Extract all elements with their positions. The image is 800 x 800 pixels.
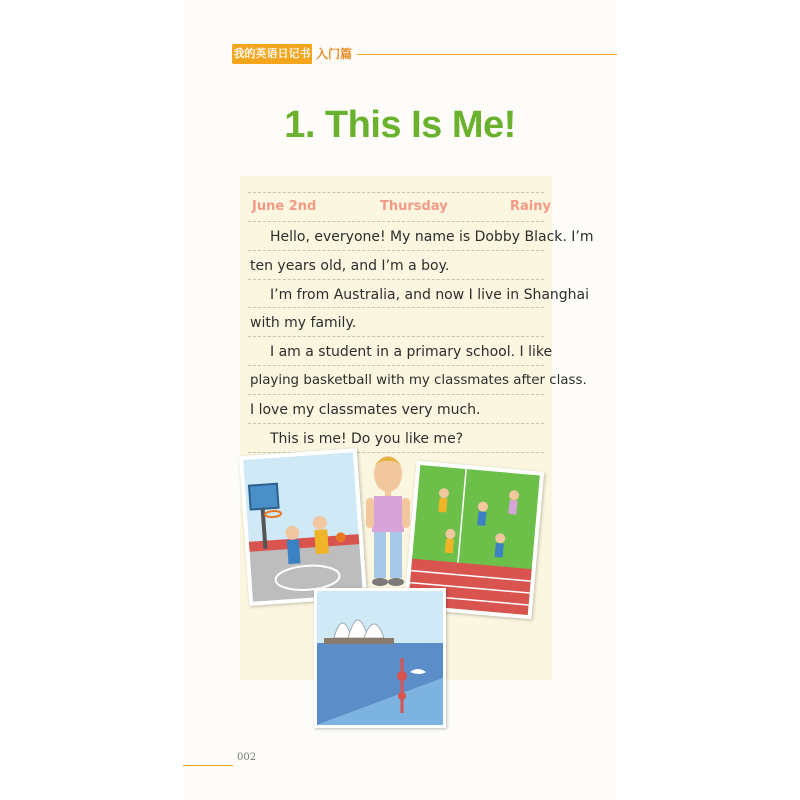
diary-date: June 2nd <box>252 199 317 214</box>
cities-picture <box>314 588 446 728</box>
diary-rule <box>248 423 544 424</box>
page-title: 1. This Is Me! <box>284 104 516 146</box>
diary-line: I’m from Australia, and now I live in Shanghai <box>270 287 590 303</box>
header-rule <box>357 54 617 55</box>
diary-line: I am a student in a primary school. I like <box>270 344 553 360</box>
diary-rule <box>248 365 544 366</box>
diary-line: ten years old, and I’m a boy. <box>250 258 450 274</box>
diary-line: I love my classmates very much. <box>250 402 481 418</box>
page-number: 002 <box>237 752 257 763</box>
diary-rule <box>248 192 544 193</box>
section-label: 入门篇 <box>316 47 353 61</box>
diary-rule <box>248 221 544 222</box>
footer-rule <box>183 765 233 766</box>
diary-rule <box>248 307 544 308</box>
diary-day: Thursday <box>380 199 448 214</box>
diary-line: Hello, everyone! My name is Dobby Black. I’m <box>270 229 594 245</box>
diary-rule <box>248 250 544 251</box>
diary-rule <box>248 394 544 395</box>
diary-line: playing basketball with my classmates after class. <box>250 373 587 388</box>
diary-weather: Rainy <box>510 199 551 214</box>
diary-line: This is me! Do you like me? <box>270 431 464 447</box>
book-title-tab: 我的英语日记书 <box>232 44 312 64</box>
basketball-picture <box>239 448 367 606</box>
diary-rule <box>248 279 544 280</box>
diary-line: with my family. <box>250 315 357 331</box>
diary-rule <box>248 336 544 337</box>
